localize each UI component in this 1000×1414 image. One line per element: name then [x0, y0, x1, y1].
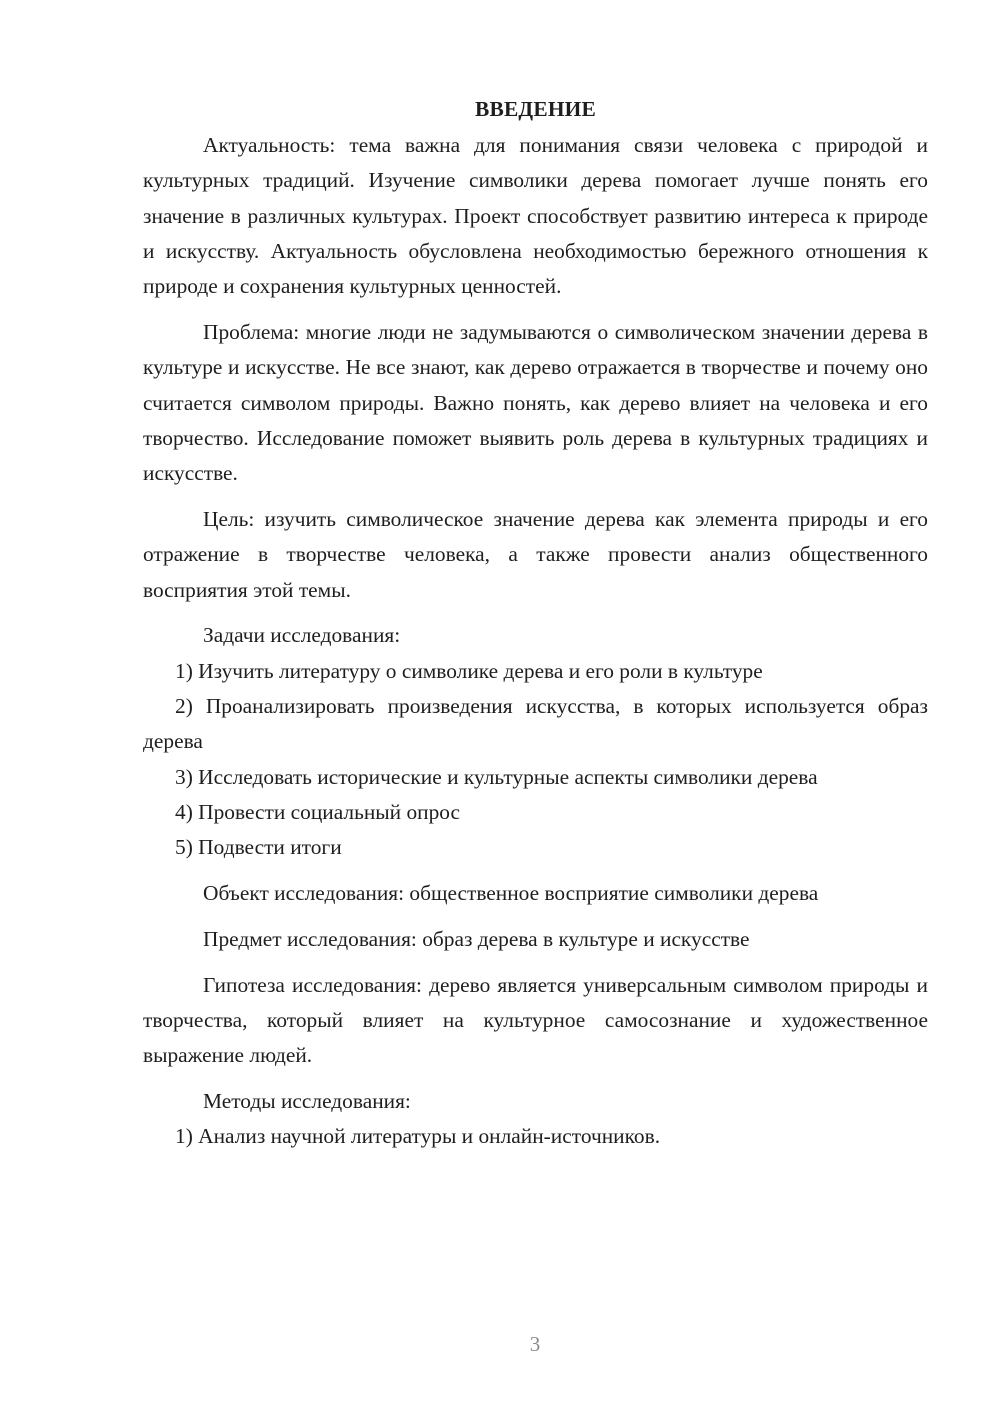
task-item-1: 1) Изучить литературу о символике дерева и его роли в культуре [175, 658, 763, 683]
task-item-2: 2) Проанализировать произведения искусства, в которых используется образ дерева [143, 693, 928, 754]
hypothesis-paragraph: Гипотеза исследования: дерево является универсальным символом природы и творчества, который влияет на культурное самосознание и художественное выражение людей. [143, 972, 928, 1068]
task-item-3: 3) Исследовать исторические и культурные аспекты символики дерева [175, 764, 818, 789]
problem-paragraph: Проблема: многие люди не задумываются о символическом значении дерева в культуре и искусстве. Не все знают, как дерево отражается в творчестве и почему оно считается символом природы. Важно понять, как дерево влияет на человека и его творчество. Исследование поможет выявить роль дерева в культурных традициях и искусстве. [143, 319, 928, 486]
task-item-4: 4) Провести социальный опрос [175, 799, 461, 824]
page-number: 3 [529, 1332, 541, 1356]
method-item-1: 1) Анализ научной литературы и онлайн-источников. [175, 1124, 661, 1149]
task-item-5: 5) Подвести итоги [175, 835, 342, 860]
goal-paragraph: Цель: изучить символическое значение дерева как элемента природы и его отражение в творчестве человека, а также провести анализ общественного восприятия этой темы. [143, 506, 928, 602]
object-paragraph: Объект исследования: общественное восприятие символики дерева [203, 880, 819, 905]
document-page [143, 92, 928, 1155]
subject-paragraph: Предмет исследования: образ дерева в культуре и искусстве [203, 926, 750, 951]
tasks-heading: Задачи исследования: [203, 623, 401, 648]
section-title: ВВЕДЕНИЕ [475, 97, 596, 121]
methods-heading: Методы исследования: [203, 1088, 411, 1113]
relevance-paragraph: Актуальность: тема важна для понимания связи человека с природой и культурных традиций. Изучение символики дерева помогает лучше понять его значение в различных культурах. Проект способствует развитию интереса к природе и искусству. Актуальность обусловлена необходимостью бережного отношения к природе и сохранения культурных ценностей. [143, 133, 928, 299]
